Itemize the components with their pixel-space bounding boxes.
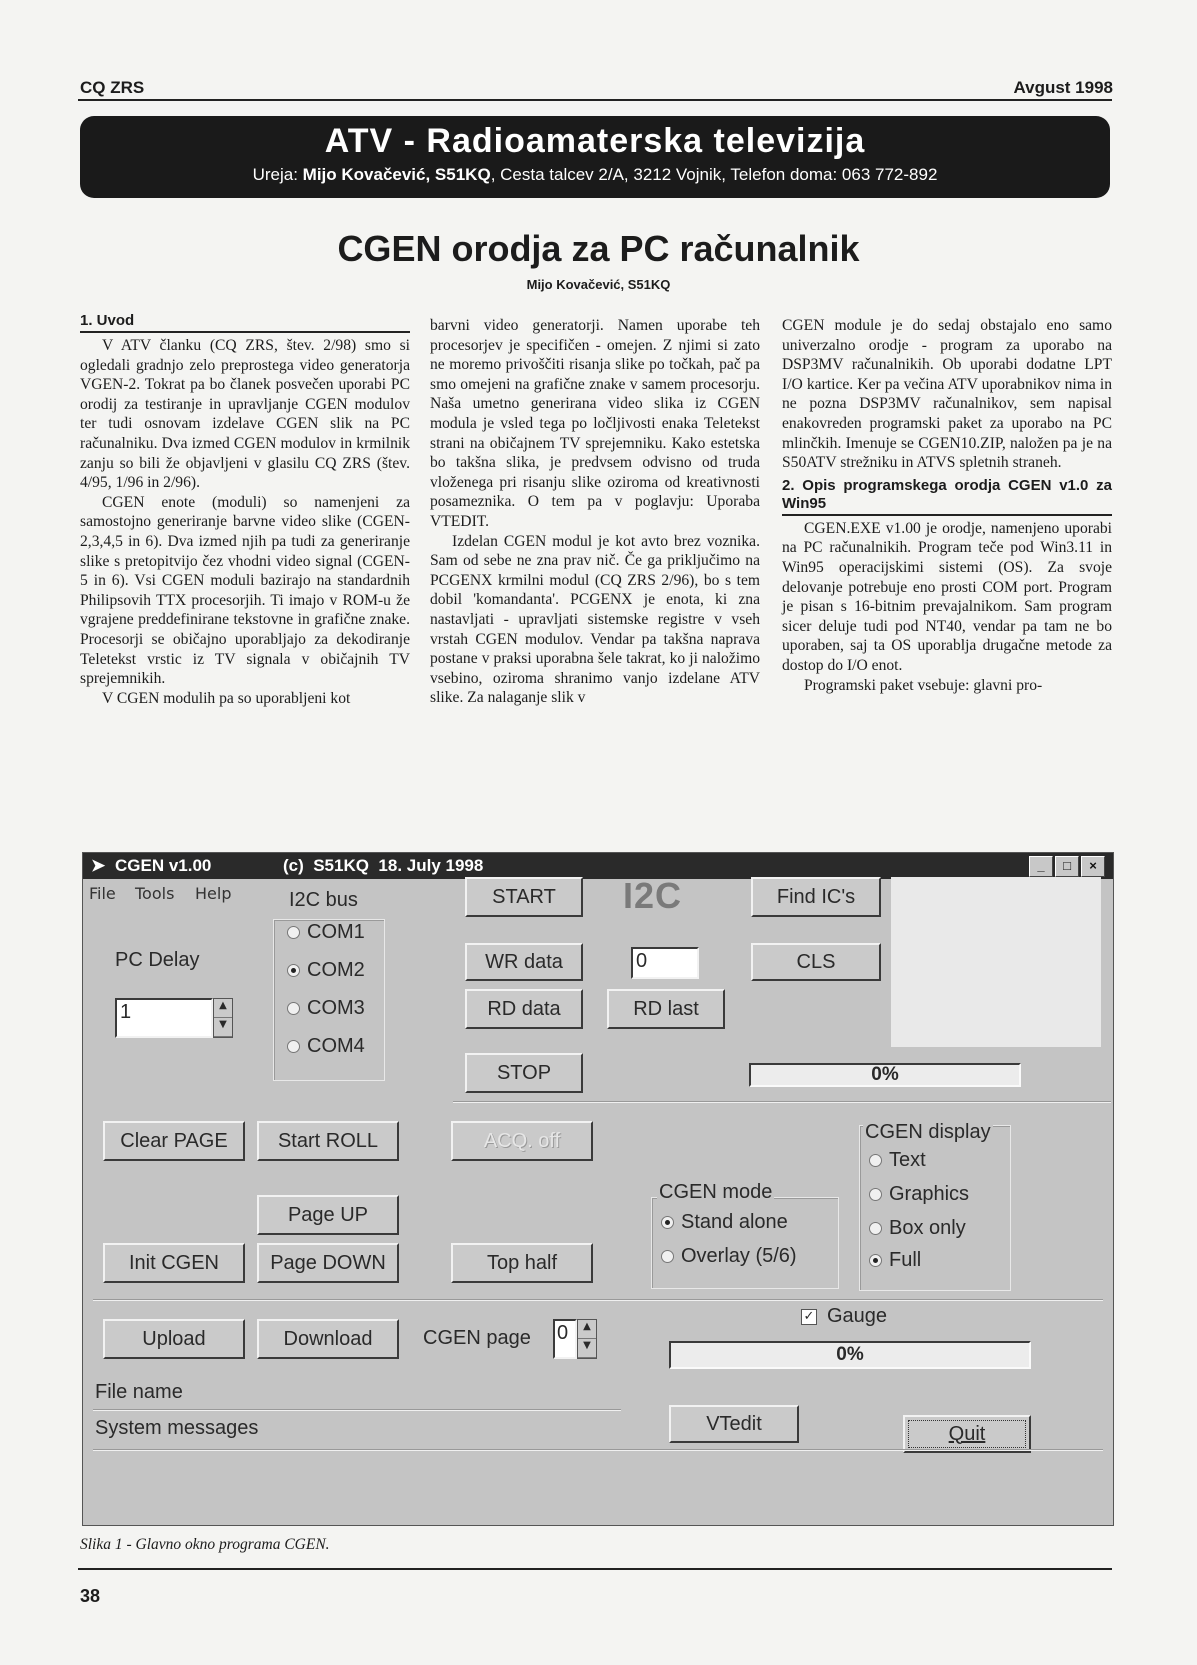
menu-file[interactable]: File xyxy=(89,884,116,903)
editor-prefix: Ureja: xyxy=(252,165,303,184)
footer-rule xyxy=(78,1568,1112,1570)
quit-label: Quit xyxy=(948,1422,986,1445)
i2c-bus-label: I2C bus xyxy=(289,889,358,911)
upload-button[interactable]: Upload xyxy=(103,1319,245,1359)
i2c-logo: I2C xyxy=(623,875,683,916)
gauge-label: Gauge xyxy=(827,1305,888,1327)
start-roll-button[interactable] xyxy=(257,1121,399,1161)
page-down-button[interactable]: Page DOWN xyxy=(257,1243,399,1283)
minimize-button[interactable]: _ xyxy=(1029,856,1053,877)
separator xyxy=(93,1299,1103,1301)
editor-name: Mijo Kovačević, S51KQ xyxy=(302,165,491,184)
radio-selected-icon xyxy=(661,1216,674,1229)
radio-icon xyxy=(869,1222,882,1235)
wr-data-button[interactable]: WR data xyxy=(465,943,583,981)
radio-text[interactable] xyxy=(869,1149,926,1172)
start-button[interactable]: START xyxy=(465,877,583,917)
window-copyright: (c) S51KQ 18. July 1998 xyxy=(283,856,484,875)
radio-icon xyxy=(287,1040,300,1053)
cls-button[interactable]: CLS xyxy=(751,943,881,981)
radio-label: Box only xyxy=(889,1217,966,1239)
radio-full[interactable] xyxy=(869,1249,921,1272)
cgen-window xyxy=(82,852,1114,1526)
separator xyxy=(453,1101,1111,1103)
cgen-page-input[interactable]: 0 xyxy=(553,1319,577,1359)
file-name-field-line xyxy=(93,1409,621,1411)
magazine-name: CQ ZRS xyxy=(80,78,145,97)
page-up-button[interactable]: Page UP xyxy=(257,1195,399,1235)
top-half-button[interactable]: Top half xyxy=(451,1243,593,1283)
radio-icon xyxy=(869,1154,882,1167)
paragraph: Programski paket vsebuje: glavni pro- xyxy=(804,676,1043,694)
window-title: CGEN v1.00 xyxy=(115,856,212,875)
spin-up-icon[interactable]: ▲ xyxy=(578,1320,596,1339)
radio-label: Graphics xyxy=(889,1183,970,1205)
paragraph: CGEN module je do sedaj obstajalo eno samo univerzalno orodje - program za uporabo na DSP3MV računalnikih. Ob uporabi dodatne LPT I/O kartice. Ker pa večina ATV uporabnikov nima in ne pozna DSP3MV računalnikov, sem napisal enakovreden programski paket za uporabo na PC mlinčkih. Imenuje se CGEN10.ZIP, naložen pa je na S50ATV strežniku in ATVS spletnih straneh. xyxy=(782,317,1112,472)
page-number: 38 xyxy=(80,1586,101,1606)
quit-button[interactable] xyxy=(903,1415,1031,1453)
radio-icon xyxy=(287,1002,300,1015)
pc-delay-spinner[interactable] xyxy=(213,998,233,1038)
pc-delay-input[interactable]: 1 xyxy=(115,998,213,1038)
init-cgen-button[interactable]: Init CGEN xyxy=(103,1243,245,1283)
cgen-display-label: CGEN display xyxy=(865,1121,991,1143)
radio-label: Text xyxy=(889,1149,926,1171)
pc-delay-label: PC Delay xyxy=(115,949,200,971)
article-column-1 xyxy=(80,312,410,708)
radio-graphics[interactable] xyxy=(869,1183,969,1206)
spin-down-icon[interactable]: ▼ xyxy=(578,1339,596,1358)
close-button[interactable]: × xyxy=(1081,856,1105,877)
section-banner xyxy=(80,116,1110,198)
i2c-progress-bar xyxy=(749,1063,1021,1087)
issue-date: Avgust 1998 xyxy=(1013,78,1113,97)
paragraph: barvni video generatorji. Namen uporabe teh procesorjev je specifičen - omejen. Z njimi si zato ne moremo privoščiti risanja slike po točkah, pač pa smo omejeni na grafične znake v samem procesorju. Naša umetno generirana video slika iz CGEN modula je vsled tega po ločljivosti enaka Teletekst strani na običajnem TV sprejemniku. Kako estetska bo takšna slika, je predvsem odvisno od truda vloženega pri risanju slike oziroma od kreativnosti posameznika. O tem pa v poglavju: Uporaba VTEDIT. xyxy=(430,317,760,530)
article-column-3 xyxy=(782,316,1112,695)
radio-icon xyxy=(661,1250,674,1263)
window-titlebar xyxy=(83,853,1113,879)
banner-editor-line xyxy=(80,165,1110,185)
cgen-page-label: CGEN page xyxy=(423,1327,531,1349)
radio-com3[interactable] xyxy=(287,997,365,1020)
radio-com2[interactable] xyxy=(287,959,365,982)
radio-stand-alone[interactable] xyxy=(661,1211,788,1234)
spin-up-icon[interactable]: ▲ xyxy=(214,999,232,1018)
radio-label: Full xyxy=(889,1249,922,1271)
editor-address: , Cesta talcev 2/A, 3212 Vojnik, Telefon doma: 063 772-892 xyxy=(490,165,938,184)
paragraph: V ATV članku (CQ ZRS, štev. 2/98) smo si ogledali gradnjo zelo preprostega video generatorja VGEN-2. Tokrat pa bo članek posvečen uporabi PC orodij za testiranje in upravljanje CGEN modulov ter tudi osnovam izdelave CGEN slik na PC računalniku. Dva izmed CGEN modulov in krmilnik zanju so bili že objavljeni v glasilu CQ ZRS (štev. 4/95, 1/96 in 2/96). xyxy=(80,337,410,492)
cgen-mode-label: CGEN mode xyxy=(659,1181,773,1203)
i2c-progress-text: 0% xyxy=(871,1064,899,1085)
stop-button[interactable]: STOP xyxy=(465,1053,583,1093)
i2c-data-input[interactable]: 0 xyxy=(631,947,699,979)
banner-title: ATV - Radioamaterska televizija xyxy=(324,122,866,160)
section-heading-1: 1. Uvod xyxy=(80,312,410,333)
radio-label: Stand alone xyxy=(681,1211,788,1233)
gauge-progress-text: 0% xyxy=(836,1344,864,1365)
radio-selected-icon xyxy=(869,1254,882,1267)
separator xyxy=(93,1449,1103,1451)
section-heading-2: 2. Opis programskega orodja CGEN v1.0 za Win95 xyxy=(782,477,1112,516)
radio-overlay[interactable] xyxy=(661,1245,797,1268)
radio-icon xyxy=(869,1188,882,1201)
article-author: Mijo Kovačević, S51KQ xyxy=(526,277,671,292)
vtedit-button[interactable]: VTedit xyxy=(669,1405,799,1443)
i2c-output-panel xyxy=(891,877,1101,1047)
article-title: CGEN orodja za PC računalnik xyxy=(337,228,860,269)
radio-com4[interactable] xyxy=(287,1035,365,1058)
cgen-page-spinner[interactable] xyxy=(577,1319,597,1359)
menu-tools[interactable]: Tools xyxy=(135,884,175,903)
figure-caption: Slika 1 - Glavno okno programa CGEN. xyxy=(80,1536,330,1553)
paragraph: CGEN enote (moduli) so namenjeni za samostojno generiranje barvne video slike (CGEN-2,3,4,5 in 6). Dva izmed njih pa tudi za generiranje slike s pretopitvijo čez vhodni video signal (CGEN-5 in 6). Vsi CGEN moduli bazirajo na standardnih Philipsovih TTX procesorjih. Ti imajo v ROM-u že vgrajene preddefinirane tekstovne in grafične znake. Procesorji se običajno uporabljajo za dekodiranje Teletekst vrstic iz TV signala v običajnih TV sprejemnikih. xyxy=(80,493,410,688)
acq-off-button[interactable]: ACQ. off xyxy=(451,1121,593,1161)
radio-label: COM1 xyxy=(307,921,365,943)
spin-down-icon[interactable]: ▼ xyxy=(214,1018,232,1037)
paragraph: V CGEN modulih pa so uporabljeni kot xyxy=(102,689,351,707)
download-button[interactable]: Download xyxy=(257,1319,399,1359)
radio-label: Overlay (5/6) xyxy=(681,1245,797,1267)
paragraph: CGEN.EXE v1.00 je orodje, namenjeno uporabi na PC računalnikih. Program teče pod Win3.11 in Win95 operacijskimi sistemi (OS). Za svoje delovanje potrebuje eno prosti COM port. Program je pisan s 16-bitnim prevajalnikom. Sam program sicer deluje tudi pod NT40, vendar pa tam ne bo uporaben, saj ta OS uporablja drugačne metode za dostop do I/O enot. xyxy=(782,519,1112,674)
radio-label: COM4 xyxy=(307,1035,365,1057)
clear-page-button[interactable]: Clear PAGE xyxy=(103,1121,245,1161)
maximize-button[interactable]: □ xyxy=(1055,856,1079,877)
radio-label: COM2 xyxy=(307,959,365,981)
menu-help[interactable]: Help xyxy=(195,884,232,903)
radio-box-only[interactable] xyxy=(869,1217,966,1240)
paragraph: Izdelan CGEN modul je kot avto brez voznika. Sam od sebe ne zna prav nič. Če ga priključimo na PCGENX krmilni modul (CQ ZRS 2/96), bo s tem dobil 'komandanta'. PCGENX je enota, ki zna nastavljati - upravljati sistemske registre v vseh vrstah CGEN modulov. Vendar pa takšna naprava postane v praksi uporabna šele takrat, ko ji naložimo vsebino, oziroma shranimo vanjo izdelane ATV slike. Za nalaganje slik v xyxy=(430,532,760,707)
file-name-label: File name xyxy=(95,1381,183,1403)
radio-selected-icon xyxy=(287,964,300,977)
start-roll-label: Start ROLL xyxy=(277,1129,379,1152)
gauge-checkbox[interactable] xyxy=(801,1309,817,1325)
gauge-progress-bar xyxy=(669,1341,1031,1369)
radio-com1[interactable] xyxy=(287,921,365,944)
rd-last-button[interactable]: RD last xyxy=(607,989,725,1029)
system-messages-label: System messages xyxy=(95,1417,259,1439)
rd-data-button[interactable]: RD data xyxy=(465,989,583,1029)
app-icon: ➤ xyxy=(91,856,106,875)
checkmark-icon: ✓ xyxy=(803,1309,815,1324)
header-rule xyxy=(78,99,1112,101)
radio-icon xyxy=(287,926,300,939)
find-ics-button[interactable]: Find IC's xyxy=(751,877,881,917)
article-column-2 xyxy=(430,316,760,708)
radio-label: COM3 xyxy=(307,997,365,1019)
